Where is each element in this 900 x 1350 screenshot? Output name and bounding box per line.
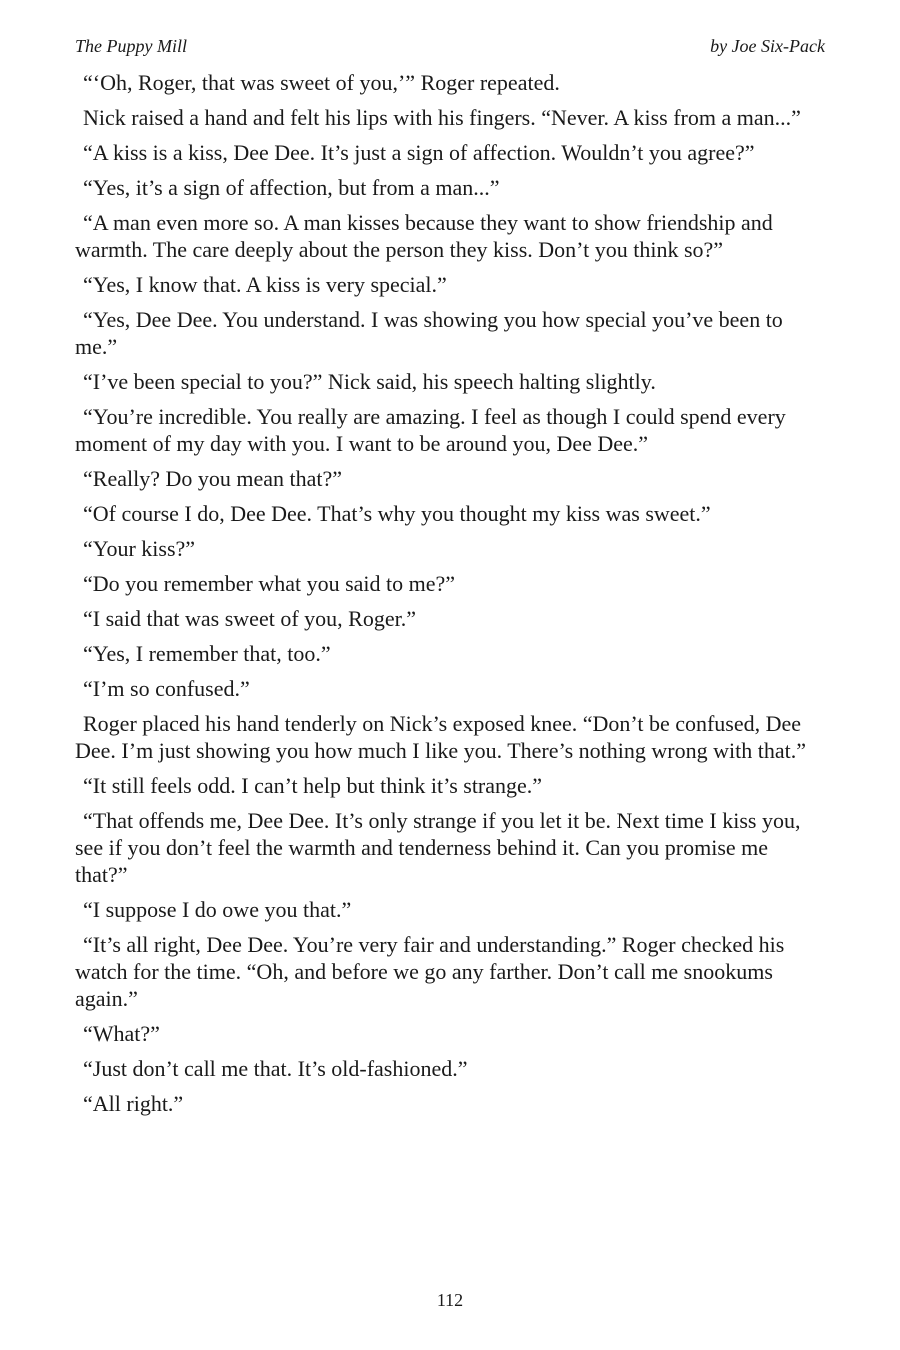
paragraph: “Of course I do, Dee Dee. That’s why you thought my kiss was sweet.”	[83, 501, 711, 526]
paragraph: “I said that was sweet of you, Roger.”	[83, 606, 416, 631]
paragraph: “Yes, I know that. A kiss is very special.”	[83, 272, 447, 297]
paragraph: “I’m so confused.”	[83, 676, 250, 701]
paragraph: “Just don’t call me that. It’s old-fashioned.”	[83, 1056, 468, 1081]
paragraph: “Do you remember what you said to me?”	[83, 571, 456, 596]
paragraph: “That offends me, Dee Dee. It’s only strange if you let it be. Next time I kiss you, see if you don’t feel the warmth and tenderness behind it. Can you promise me that?”	[75, 808, 801, 887]
paragraph: “A kiss is a kiss, Dee Dee. It’s just a sign of affection. Wouldn’t you agree?”	[83, 140, 755, 165]
book-author: by Joe Six-Pack	[710, 36, 825, 56]
paragraph: “Your kiss?”	[83, 536, 196, 561]
paragraph: “All right.”	[83, 1091, 184, 1116]
paragraph: “I’ve been special to you?” Nick said, his speech halting slightly.	[83, 369, 656, 394]
body-text	[75, 69, 825, 1125]
paragraph: “A man even more so. A man kisses because they want to show friendship and warmth. The care deeply about the person they kiss. Don’t you think so?”	[75, 210, 773, 262]
paragraph: “You’re incredible. You really are amazing. I feel as though I could spend every moment of my day with you. I want to be around you, Dee Dee.”	[75, 404, 786, 456]
paragraph: “Yes, Dee Dee. You understand. I was showing you how special you’ve been to me.”	[75, 307, 783, 359]
paragraph: “It still feels odd. I can’t help but think it’s strange.”	[83, 773, 543, 798]
paragraph: “Yes, I remember that, too.”	[83, 641, 331, 666]
paragraph: “It’s all right, Dee Dee. You’re very fair and understanding.” Roger checked his watch for the time. “Oh, and before we go any farther. Don’t call me snookums again.”	[75, 932, 785, 1011]
running-header	[75, 36, 825, 60]
paragraph: “I suppose I do owe you that.”	[83, 897, 352, 922]
paragraph: “Yes, it’s a sign of affection, but from a man...”	[83, 175, 500, 200]
book-title: The Puppy Mill	[75, 36, 187, 56]
paragraph: Roger placed his hand tenderly on Nick’s exposed knee. “Don’t be confused, Dee Dee. I’m just showing you how much I like you. There’s nothing wrong with that.”	[75, 711, 806, 763]
paragraph: “‘Oh, Roger, that was sweet of you,’” Roger repeated.	[83, 70, 560, 95]
paragraph: “Really? Do you mean that?”	[83, 466, 343, 491]
paragraph: “What?”	[83, 1021, 160, 1046]
paragraph: Nick raised a hand and felt his lips with his fingers. “Never. A kiss from a man...”	[83, 105, 801, 130]
page-number: 112	[436, 1290, 464, 1310]
